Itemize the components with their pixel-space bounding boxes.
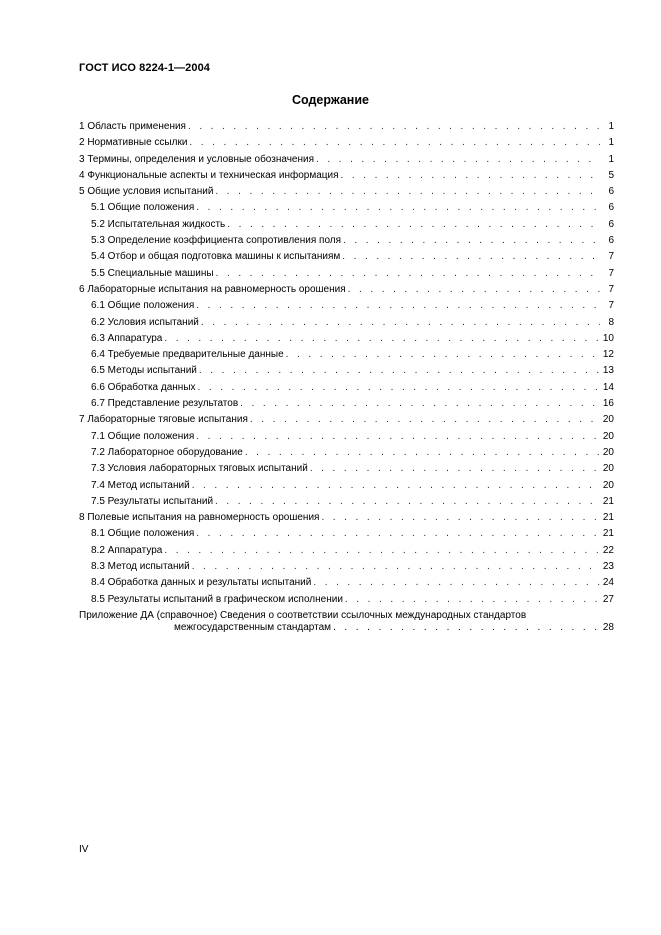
dot-leader (342, 249, 600, 265)
dot-leader (192, 559, 600, 575)
dot-leader (316, 152, 600, 168)
toc-entry-title: 6.1 Общие положения (91, 300, 195, 312)
toc-entry (79, 282, 614, 298)
dot-leader (192, 478, 600, 494)
toc-entry-title: 8.2 Аппаратура (91, 544, 163, 556)
toc-entry (79, 249, 614, 265)
toc-entry-page: 7 (608, 300, 614, 312)
dot-leader (227, 217, 600, 233)
toc-entries (79, 119, 614, 608)
toc-appendix-entry (79, 610, 614, 634)
dot-leader (333, 622, 601, 634)
dot-leader (201, 315, 600, 331)
toc-entry (79, 331, 614, 347)
toc-entry (79, 592, 614, 608)
dot-leader (196, 429, 600, 445)
toc-entry-title: 2 Нормативные ссылки (79, 137, 188, 149)
dot-leader (345, 592, 600, 608)
toc-entry (79, 135, 614, 151)
toc-entry-title: 7.1 Общие положения (91, 430, 195, 442)
toc-entry-page: 6 (608, 202, 614, 214)
dot-leader (286, 347, 600, 363)
toc-entry (79, 168, 614, 184)
toc-entry-title: 4 Функциональные аспекты и техническая информация (79, 169, 339, 181)
toc-entry-title: 6.2 Условия испытаний (91, 316, 199, 328)
toc-entry-title: 5.2 Испытательная жидкость (91, 218, 226, 230)
toc-entry-page: 7 (608, 283, 614, 295)
toc-entry (79, 347, 614, 363)
toc-entry-title: 7.3 Условия лабораторных тяговых испытаний (91, 463, 308, 475)
toc-entry-page: 21 (602, 495, 614, 507)
toc-entry (79, 494, 614, 510)
document-header: ГОСТ ИСО 8224-1—2004 (79, 62, 211, 74)
toc-entry-page: 7 (608, 267, 614, 279)
dot-leader (215, 184, 600, 200)
toc-entry-title: 5.5 Специальные машины (91, 267, 214, 279)
dot-leader (313, 575, 600, 591)
toc-entry (79, 298, 614, 314)
toc-entry-title: 7.4 Метод испытаний (91, 479, 190, 491)
toc-entry (79, 478, 614, 494)
toc-entry-page: 6 (608, 235, 614, 247)
toc-entry-page: 12 (602, 349, 614, 361)
toc-entry (79, 526, 614, 542)
appendix-title-line2: межгосударственным стандартам (174, 621, 332, 633)
page-title: Содержание (291, 93, 369, 107)
toc-entry-page: 7 (608, 251, 614, 263)
toc-entry-page: 16 (602, 398, 614, 410)
dot-leader (321, 510, 600, 526)
toc-entry-page: 1 (608, 137, 614, 149)
toc-entry-title: 7.5 Результаты испытаний (91, 495, 214, 507)
toc-entry-page: 22 (602, 544, 614, 556)
toc-entry-page: 23 (602, 561, 614, 573)
toc-entry-title: 8.1 Общие положения (91, 528, 195, 540)
toc-entry-page: 20 (602, 430, 614, 442)
dot-leader (198, 380, 600, 396)
toc-entry (79, 233, 614, 249)
toc-entry-page: 21 (602, 512, 614, 524)
toc-entry-page: 10 (602, 332, 614, 344)
toc-entry (79, 119, 614, 135)
toc-entry (79, 575, 614, 591)
toc-entry (79, 217, 614, 233)
dot-leader (196, 200, 600, 216)
toc-entry (79, 429, 614, 445)
toc-entry-title: 5.3 Определение коэффициента сопротивления поля (91, 235, 342, 247)
appendix-title-line2-row (79, 622, 614, 634)
toc-entry-title: 6.7 Представление результатов (91, 398, 239, 410)
toc-entry (79, 461, 614, 477)
dot-leader (348, 282, 600, 298)
dot-leader (341, 168, 601, 184)
toc-entry-page: 20 (602, 463, 614, 475)
toc-entry (79, 510, 614, 526)
toc-entry-title: 5.4 Отбор и общая подготовка машины к испытаниям (91, 251, 341, 263)
toc-entry-title: 5 Общие условия испытаний (79, 186, 214, 198)
toc-entry-title: 1 Область применения (79, 121, 186, 132)
toc-entry-page: 13 (602, 365, 614, 377)
toc-entry-title: 8 Полевые испытания на равномерность орошения (79, 512, 320, 524)
toc-entry (79, 266, 614, 282)
toc-entry-page: 27 (602, 593, 614, 605)
toc-entry-page: 6 (608, 186, 614, 198)
dot-leader (164, 331, 600, 347)
toc-entry-page: 20 (602, 446, 614, 458)
appendix-page-number: 28 (602, 621, 614, 633)
dot-leader (196, 298, 600, 314)
toc-entry-page: 1 (608, 153, 614, 165)
toc-entry (79, 412, 614, 428)
page-number: IV (79, 844, 89, 855)
toc-entry (79, 184, 614, 200)
toc-entry-page: 24 (602, 577, 614, 589)
toc-entry-title: 7 Лабораторные тяговые испытания (79, 414, 248, 426)
toc-entry (79, 559, 614, 575)
dot-leader (196, 526, 600, 542)
toc-entry-page: 1 (608, 121, 614, 132)
toc-entry-page: 14 (602, 381, 614, 393)
toc-entry-title: 6.5 Методы испытаний (91, 365, 197, 377)
toc-entry (79, 396, 614, 412)
dot-leader (188, 119, 600, 135)
toc-entry-page: 6 (608, 218, 614, 230)
dot-leader (199, 363, 600, 379)
toc-entry-page: 20 (602, 414, 614, 426)
appendix-title-line1: Приложение ДА (справочное) Сведения о соответствии ссылочных международных стандартов (79, 609, 527, 621)
toc-entry-page: 5 (608, 169, 614, 181)
dot-leader (310, 461, 600, 477)
toc-entry (79, 543, 614, 559)
toc-entry-page: 20 (602, 479, 614, 491)
toc-entry-page: 8 (608, 316, 614, 328)
toc-entry (79, 363, 614, 379)
toc-entry-title: 8.3 Метод испытаний (91, 561, 190, 573)
dot-leader (164, 543, 600, 559)
toc-entry (79, 445, 614, 461)
toc-entry-title: 8.4 Обработка данных и результаты испытаний (91, 577, 312, 589)
toc-entry (79, 315, 614, 331)
toc-entry-title: 6.4 Требуемые предварительные данные (91, 349, 284, 361)
table-of-contents (79, 119, 614, 634)
toc-entry-title: 8.5 Результаты испытаний в графическом исполнении (91, 593, 343, 605)
toc-entry-title: 7.2 Лабораторное оборудование (91, 446, 243, 458)
toc-entry (79, 152, 614, 168)
dot-leader (216, 266, 600, 282)
dot-leader (250, 412, 600, 428)
dot-leader (240, 396, 600, 412)
dot-leader (343, 233, 600, 249)
toc-entry-title: 6 Лабораторные испытания на равномерность орошения (79, 283, 346, 295)
toc-entry-title: 6.6 Обработка данных (91, 381, 196, 393)
dot-leader (215, 494, 600, 510)
toc-entry-title: 5.1 Общие положения (91, 202, 195, 214)
dot-leader (245, 445, 600, 461)
toc-entry-page: 21 (602, 528, 614, 540)
toc-entry (79, 200, 614, 216)
toc-entry (79, 380, 614, 396)
toc-entry-title: 3 Термины, определения и условные обозначения (79, 153, 314, 165)
dot-leader (189, 135, 600, 151)
toc-entry-title: 6.3 Аппаратура (91, 332, 163, 344)
